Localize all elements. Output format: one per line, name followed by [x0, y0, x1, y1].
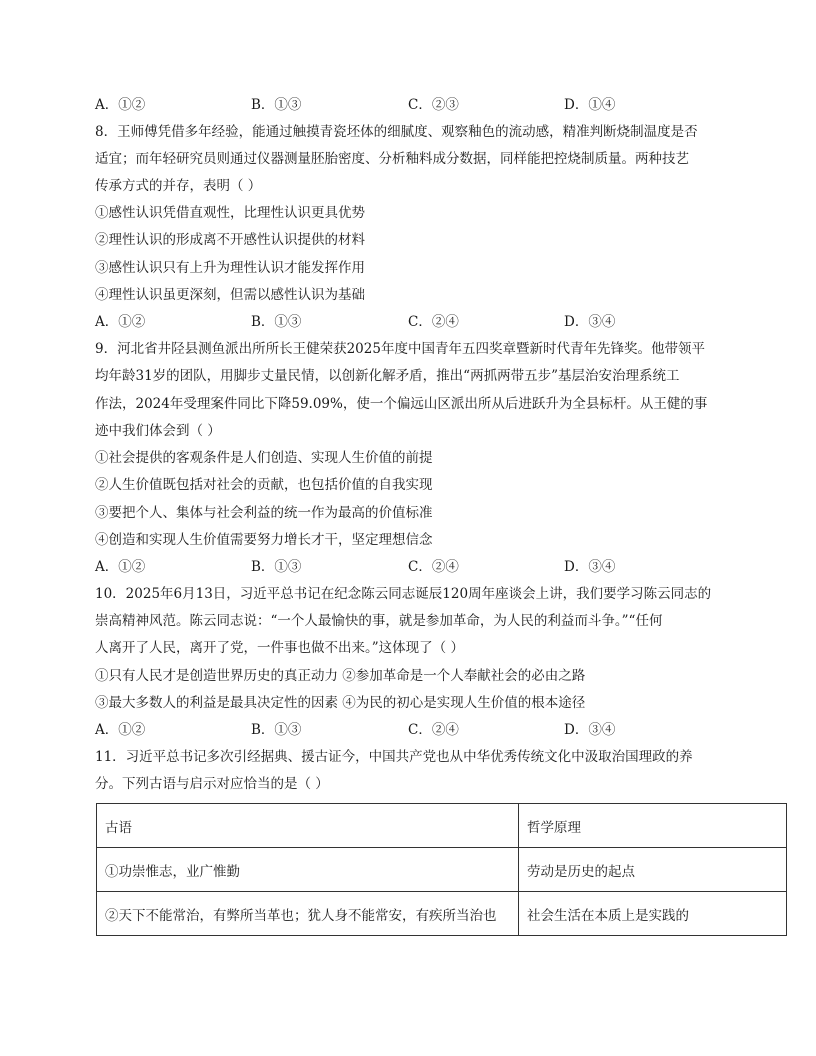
q8-stem-line: 传承方式的并存，表明（ ）	[95, 178, 262, 194]
q9-stem-line: 均年龄31岁的团队，用脚步丈量民情，以创新化解矛盾，推出“两抓两带五步”基层治安治理系统工	[95, 368, 680, 384]
table-header-row	[97, 804, 787, 848]
q9-statement-3: ③要把个人、集体与社会利益的统一作为最高的价值标准	[95, 505, 433, 521]
q7-option-c[interactable]: C．②③	[408, 97, 459, 113]
q9-statement-1: ①社会提供的客观条件是人们创造、实现人生价值的前提	[95, 450, 433, 466]
q10-option-d[interactable]: D．③④	[564, 722, 616, 738]
table-cell: 社会生活在本质上是实践的	[519, 892, 787, 936]
q8-statement-2: ②理性认识的形成离不开感性认识提供的材料	[95, 232, 365, 248]
q9-options	[95, 557, 725, 577]
q10-statements-row-2: ③最大多数人的利益是最具决定性的因素 ④为民的初心是实现人生价值的根本途径	[95, 695, 586, 711]
q11-stem-line: 分。下列古语与启示对应恰当的是（ ）	[95, 776, 329, 792]
q11-table	[96, 803, 787, 936]
q10-stem-line: 崇高精神风范。陈云同志说：“一个人最愉快的事，就是参加革命，为人民的利益而斗争。”“任何	[95, 613, 663, 629]
q7-options	[95, 95, 725, 115]
q7-option-b[interactable]: B．①③	[251, 97, 302, 113]
q8-statement-4: ④理性认识虽更深刻，但需以感性认识为基础	[95, 287, 365, 303]
table-cell: 劳动是历史的起点	[519, 848, 787, 892]
q9-option-d[interactable]: D．③④	[564, 559, 616, 575]
q11-stem-line: 11．习近平总书记多次引经据典、援古证今，中国共产党也从中华优秀传统文化中汲取治国理政的养	[95, 749, 693, 765]
q8-option-c[interactable]: C．②④	[408, 314, 459, 330]
q8-option-a[interactable]: A．①②	[95, 314, 146, 330]
q8-option-b[interactable]: B．①③	[251, 314, 302, 330]
q8-options	[95, 312, 725, 332]
q10-statements-row-1: ①只有人民才是创造世界历史的真正动力 ②参加革命是一个人奉献社会的必由之路	[95, 668, 586, 684]
q8-stem-line: 8．王师傅凭借多年经验，能通过触摸青瓷坯体的细腻度、观察釉色的流动感，精准判断烧制温度是否	[95, 124, 698, 140]
q8-option-d[interactable]: D．③④	[564, 314, 616, 330]
q10-option-c[interactable]: C．②④	[408, 722, 459, 738]
table-cell: ②天下不能常治，有弊所当革也；犹人身不能常安，有疾所当治也	[97, 892, 519, 936]
q9-stem-line: 作法，2024年受理案件同比下降59.09%，使一个偏远山区派出所从后进跃升为全县标杆。从王健的事	[95, 396, 708, 412]
table-header-cell: 古语	[97, 804, 519, 848]
q10-stem-line: 人离开了人民，离开了党，一件事也做不出来。”这体现了（ ）	[95, 640, 464, 656]
q10-options	[95, 720, 725, 740]
q7-option-d[interactable]: D．①④	[564, 97, 616, 113]
table-row	[97, 848, 787, 892]
q8-statement-3: ③感性认识只有上升为理性认识才能发挥作用	[95, 260, 365, 276]
q7-option-a[interactable]: A．①②	[95, 97, 146, 113]
q8-stem-line: 适宜；而年轻研究员则通过仪器测量胚胎密度、分析釉料成分数据，同样能把控烧制质量。两种技艺	[95, 151, 689, 167]
q9-stem-line: 迹中我们体会到（ ）	[95, 423, 221, 439]
q10-option-b[interactable]: B．①③	[251, 722, 302, 738]
table-header-cell: 哲学原理	[519, 804, 787, 848]
q8-statement-1: ①感性认识凭借直观性，比理性认识更具优势	[95, 205, 365, 221]
q9-option-a[interactable]: A．①②	[95, 559, 146, 575]
table-row	[97, 892, 787, 936]
q10-stem-line: 10．2025年6月13日，习近平总书记在纪念陈云同志诞辰120周年座谈会上讲，我们要学习陈云同志的	[95, 586, 712, 602]
q9-option-b[interactable]: B．①③	[251, 559, 302, 575]
q9-option-c[interactable]: C．②④	[408, 559, 459, 575]
q9-statement-2: ②人生价值既包括对社会的贡献，也包括价值的自我实现	[95, 477, 433, 493]
q10-option-a[interactable]: A．①②	[95, 722, 146, 738]
q9-stem-line: 9．河北省井陉县测鱼派出所所长王健荣获2025年度中国青年五四奖章暨新时代青年先锋奖。他带领平	[95, 341, 705, 357]
q9-statement-4: ④创造和实现人生价值需要努力增长才干，坚定理想信念	[95, 532, 433, 548]
table-cell: ①功崇惟志，业广惟勤	[97, 848, 519, 892]
